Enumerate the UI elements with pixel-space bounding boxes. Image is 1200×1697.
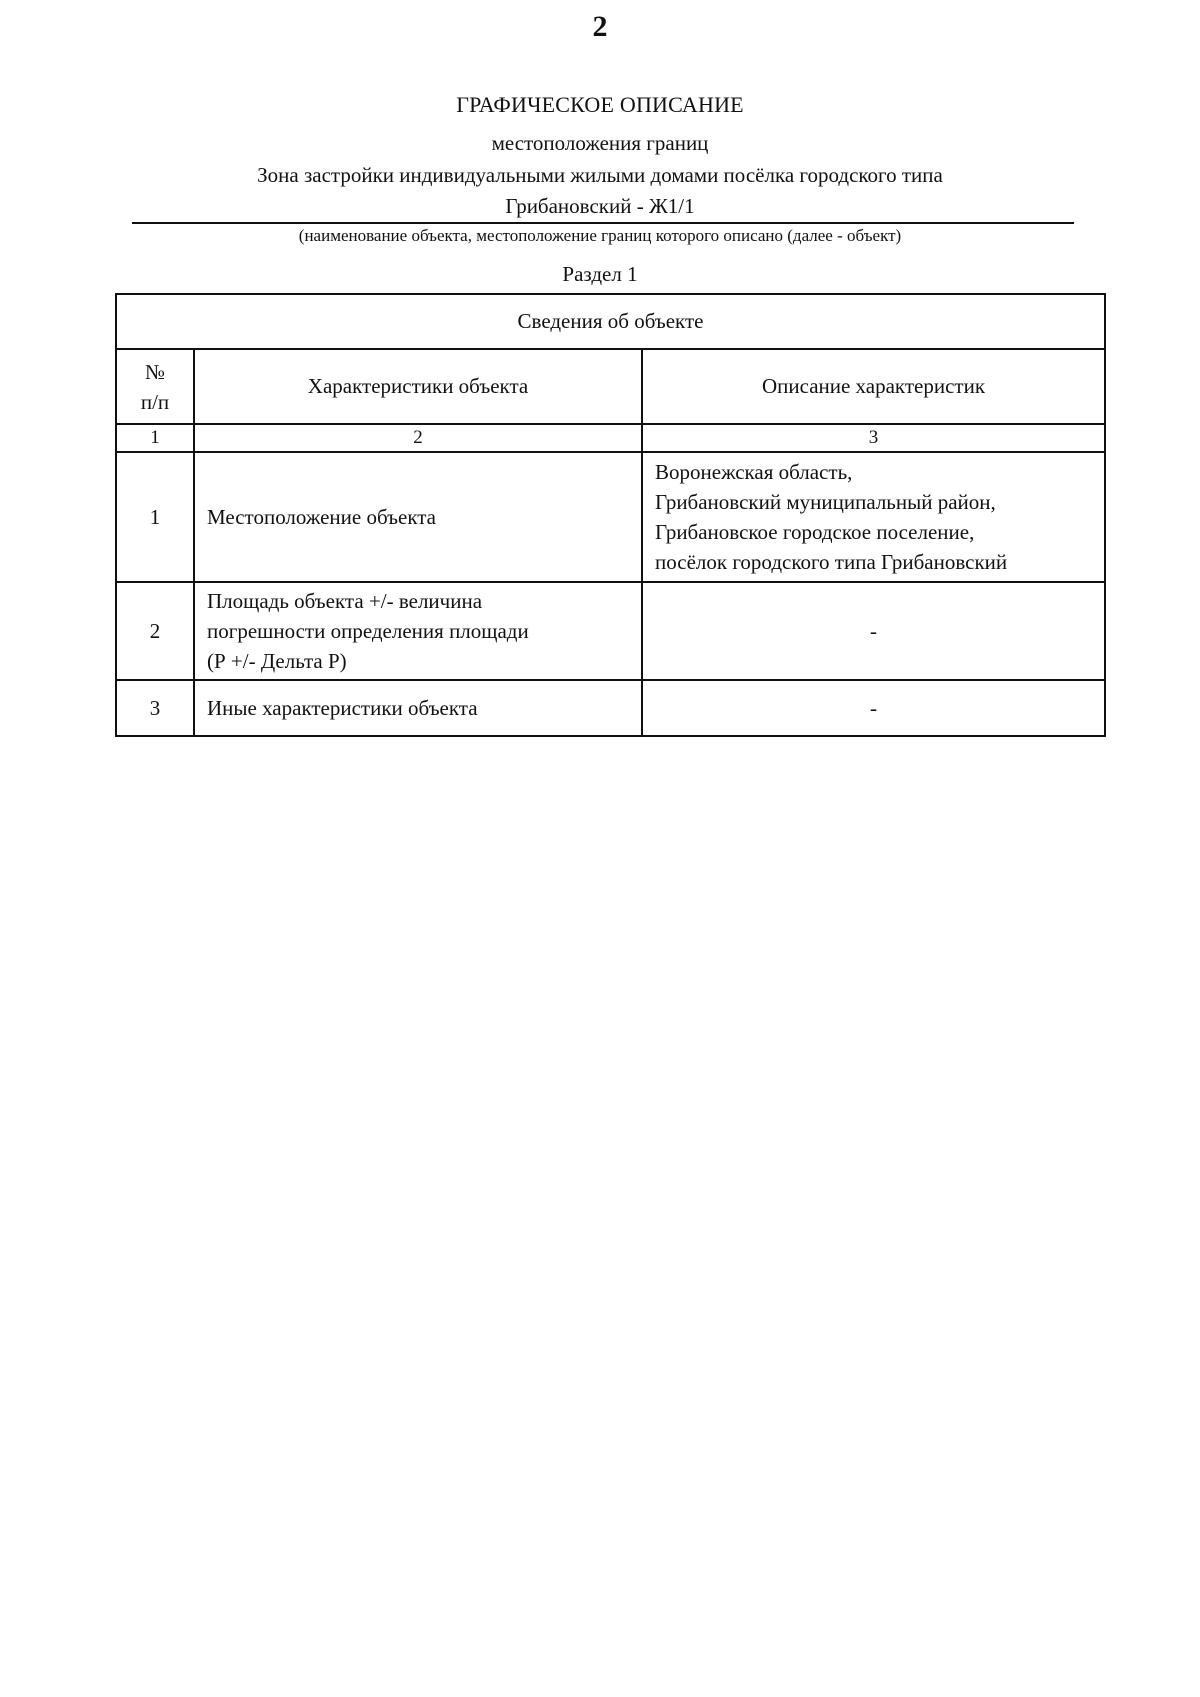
document-title: ГРАФИЧЕСКОЕ ОПИСАНИЕ xyxy=(456,92,744,117)
table-caption-row xyxy=(116,294,1105,349)
row-num: 3 xyxy=(116,680,194,736)
header-description: Описание характеристик xyxy=(642,349,1105,424)
characteristic-line: Площадь объекта +/- величина xyxy=(207,589,483,613)
description-line: Грибановское городское поселение, xyxy=(655,520,975,544)
table-caption: Сведения об объекте xyxy=(116,294,1105,349)
subtitle-line-1: местоположения границ xyxy=(491,131,709,155)
row-characteristic xyxy=(194,680,642,736)
object-name-note: (наименование объекта, местоположение границ которого описано (далее - объект) xyxy=(298,226,902,245)
table-row xyxy=(116,452,1105,582)
table-header-row xyxy=(116,349,1105,424)
description-line: - xyxy=(870,696,877,720)
description-line: - xyxy=(870,619,877,643)
table-row xyxy=(116,582,1105,680)
row-description xyxy=(642,582,1105,680)
table-row xyxy=(116,680,1105,736)
header-num-line1: № xyxy=(144,359,166,384)
characteristic-line: погрешности определения площади xyxy=(207,619,529,643)
row-description xyxy=(642,452,1105,582)
column-number: 3 xyxy=(642,424,1105,452)
characteristic-line: Местоположение объекта xyxy=(207,505,437,529)
description-line: Воронежская область, xyxy=(655,460,853,484)
header-num xyxy=(116,349,194,424)
subtitle-line-2: Зона застройки индивидуальными жилыми домами посёлка городского типа xyxy=(257,163,943,187)
column-numbers-row xyxy=(116,424,1105,452)
section-title: Раздел 1 xyxy=(562,262,638,286)
header-characteristics: Характеристики объекта xyxy=(194,349,642,424)
subtitle-line-3: Грибановский - Ж1/1 xyxy=(505,194,695,218)
row-num: 2 xyxy=(116,582,194,680)
page-number: 2 xyxy=(592,10,608,43)
row-description xyxy=(642,680,1105,736)
description-line: Грибановский муниципальный район, xyxy=(655,490,996,514)
description-line: посёлок городского типа Грибановский xyxy=(655,550,1008,574)
characteristic-line: (Р +/- Дельта Р) xyxy=(207,649,347,673)
object-info-table xyxy=(115,293,1106,737)
title-underline xyxy=(132,222,1074,224)
column-number: 1 xyxy=(116,424,194,452)
characteristic-line: Иные характеристики объекта xyxy=(207,696,478,720)
column-number: 2 xyxy=(194,424,642,452)
row-characteristic xyxy=(194,582,642,680)
row-characteristic xyxy=(194,452,642,582)
header-num-line2: п/п xyxy=(140,389,170,414)
row-num: 1 xyxy=(116,452,194,582)
